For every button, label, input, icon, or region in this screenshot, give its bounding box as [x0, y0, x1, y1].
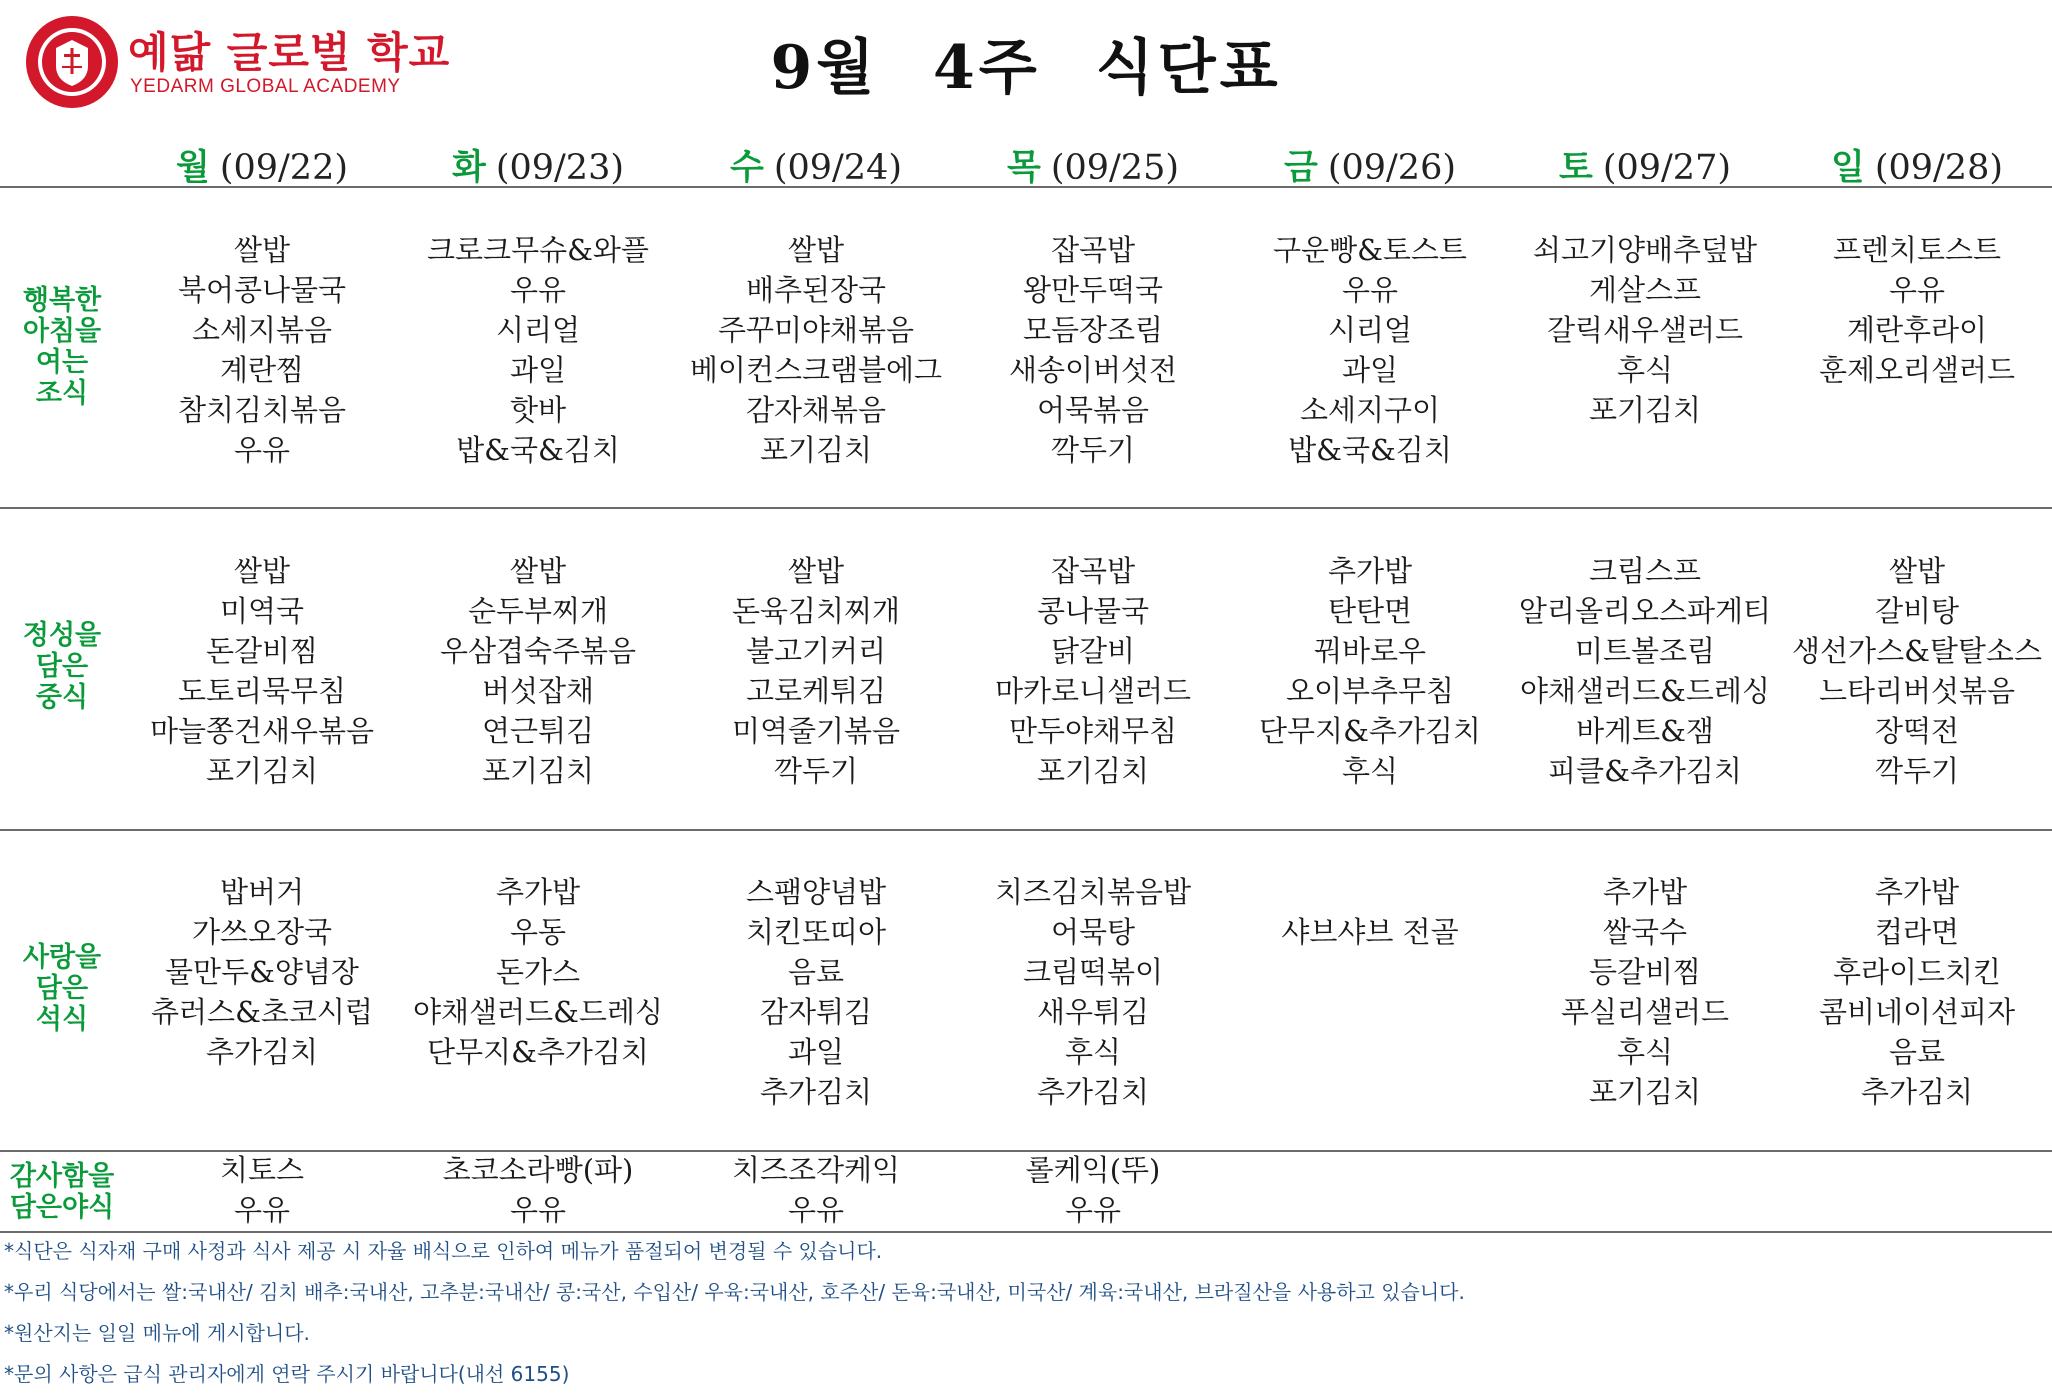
day-name: 일 — [1831, 148, 1865, 188]
menu-item: 돈육김치찌개 — [731, 594, 901, 628]
meal-label-line: 중식 — [35, 682, 89, 713]
menu-item: 가쓰오장국 — [191, 915, 333, 949]
meal-label — [6, 620, 118, 713]
meal-label — [6, 285, 118, 409]
menu-item: 컵라면 — [1874, 915, 1960, 949]
notes-section — [4, 1236, 1465, 1400]
menu-cell — [1506, 551, 1784, 791]
menu-item: 주꾸미야채볶음 — [717, 313, 915, 347]
menu-item: 추가김치 — [1860, 1075, 1974, 1109]
menu-item: 깍두기 — [1874, 754, 1960, 788]
menu-item: 소세지볶음 — [191, 313, 333, 347]
menu-item: 고로케튀김 — [745, 674, 887, 708]
menu-item: 갈릭새우샐러드 — [1546, 313, 1744, 347]
menu-item: 게살스프 — [1588, 273, 1702, 307]
meal-label-line: 담은 — [35, 973, 89, 1004]
menu-item: 어묵탕 — [1050, 915, 1136, 949]
menu-item: 우유 — [509, 1193, 567, 1227]
menu-item: 밥버거 — [219, 875, 305, 909]
menu-item: 우유 — [787, 1193, 845, 1227]
day-header — [123, 140, 401, 190]
menu-item: 음료 — [1888, 1035, 1946, 1069]
menu-item: 프렌치토스트 — [1832, 233, 2002, 267]
day-name: 화 — [452, 148, 486, 188]
menu-item: 추가밥 — [495, 875, 581, 909]
menu-item: 도토리묵무침 — [177, 674, 347, 708]
snack-divider — [0, 1231, 2052, 1233]
note-line: *우리 식당에서는 쌀:국내산/ 김치 배추:국내산, 고추분:국내산/ 콩:국산, 수입산/ 우육:국내산, 호주산/ 돈육:국내산, 미국산/ 계육:국내산, 브라질산을 사용하고 있습니다. — [4, 1280, 1465, 1304]
meal-label-line: 여는 — [35, 347, 89, 378]
menu-item: 후라이드치킨 — [1832, 955, 2002, 989]
menu-item: 추가밥 — [1874, 875, 1960, 909]
day-date: (09/22) — [219, 148, 348, 188]
menu-item: 치즈김치볶음밥 — [994, 875, 1192, 909]
menu-item: 우유 — [1341, 273, 1399, 307]
menu-item: 콩나물국 — [1036, 594, 1150, 628]
menu-item: 쌀밥 — [233, 554, 291, 588]
menu-item: 배추된장국 — [745, 273, 887, 307]
menu-item: 돈가스 — [495, 955, 581, 989]
menu-cell — [399, 230, 677, 470]
menu-item: 미트볼조림 — [1574, 634, 1716, 668]
day-header — [1506, 140, 1784, 190]
menu-item: 크림떡볶이 — [1022, 955, 1164, 989]
menu-item: 생선가스&탈탈소스 — [1792, 634, 2042, 668]
menu-cell — [399, 551, 677, 791]
menu-item: 후식 — [1616, 353, 1674, 387]
menu-item: 우유 — [233, 1193, 291, 1227]
menu-cell — [677, 230, 955, 470]
meal-label-line: 조식 — [35, 378, 89, 409]
menu-item — [1231, 872, 1509, 912]
menu-item: 깍두기 — [773, 754, 859, 788]
menu-item: 야채샐러드&드레싱 — [1520, 674, 1770, 708]
day-date: (09/24) — [773, 148, 902, 188]
menu-item: 우유 — [1888, 273, 1946, 307]
menu-item: 추가밥 — [1602, 875, 1688, 909]
menu-cell — [954, 872, 1232, 1112]
menu-item: 닭갈비 — [1050, 634, 1136, 668]
page-title: 9월 4주 식단표 — [770, 33, 1282, 103]
menu-item: 마늘쫑건새우볶음 — [149, 714, 375, 748]
note-line: *식단은 식자재 구매 사정과 식사 제공 시 자율 배식으로 인하여 메뉴가 품절되어 변경될 수 있습니다. — [4, 1239, 883, 1263]
menu-cell — [1778, 551, 2052, 791]
note-line: *문의 사항은 급식 관리자에게 연락 주시기 바랍니다(내선 6155) — [4, 1362, 570, 1386]
menu-item: 연근튀김 — [481, 714, 595, 748]
day-date: (09/25) — [1050, 148, 1179, 188]
menu-cell — [677, 1150, 955, 1230]
day-name: 수 — [730, 148, 764, 188]
menu-item: 후식 — [1341, 754, 1399, 788]
menu-item: 크로크무슈&와플 — [427, 233, 649, 267]
menu-item: 야채샐러드&드레싱 — [413, 995, 663, 1029]
menu-item: 추가김치 — [1036, 1075, 1150, 1109]
menu-item: 핫바 — [509, 393, 567, 427]
menu-cell — [1506, 230, 1784, 430]
breakfast-divider — [0, 507, 2052, 509]
day-date: (09/23) — [495, 148, 624, 188]
menu-cell — [1231, 872, 1509, 952]
menu-item: 롤케익(뚜) — [1025, 1153, 1161, 1187]
menu-item: 순두부찌개 — [467, 594, 609, 628]
menu-item: 크림스프 — [1588, 554, 1702, 588]
menu-cell — [954, 230, 1232, 470]
meal-label-line: 감사함을 — [9, 1161, 115, 1192]
menu-item: 추가김치 — [759, 1075, 873, 1109]
menu-item: 추가밥 — [1327, 554, 1413, 588]
menu-item: 어묵볶음 — [1036, 393, 1150, 427]
menu-cell — [677, 551, 955, 791]
menu-item: 탄탄면 — [1327, 594, 1413, 628]
menu-item: 음료 — [787, 955, 845, 989]
meal-label-line: 담은 — [35, 651, 89, 682]
menu-item: 오이부추무침 — [1285, 674, 1455, 708]
menu-item: 포기김치 — [1036, 754, 1150, 788]
menu-item: 알리올리오스파게티 — [1518, 594, 1772, 628]
meal-label-line: 사랑을 — [22, 942, 102, 973]
menu-item: 단무지&추가김치 — [1259, 714, 1481, 748]
menu-item: 포기김치 — [1588, 393, 1702, 427]
menu-item: 등갈비찜 — [1588, 955, 1702, 989]
day-date: (09/28) — [1874, 148, 2003, 188]
menu-item: 깍두기 — [1050, 433, 1136, 467]
menu-cell — [677, 872, 955, 1112]
menu-cell — [399, 1150, 677, 1230]
meal-label — [6, 942, 118, 1035]
day-header — [1778, 140, 2052, 190]
menu-item: 피클&추가김치 — [1548, 754, 1742, 788]
menu-item: 추가김치 — [205, 1035, 319, 1069]
menu-item: 새우튀김 — [1036, 995, 1150, 1029]
menu-item: 버섯잡채 — [481, 674, 595, 708]
menu-item: 밥&국&김치 — [456, 433, 620, 467]
menu-cell — [1231, 230, 1509, 470]
day-date: (09/27) — [1602, 148, 1731, 188]
menu-item: 우유 — [509, 273, 567, 307]
menu-item: 시리얼 — [1327, 313, 1413, 347]
day-header — [1231, 140, 1509, 190]
menu-item: 콤비네이션피자 — [1818, 995, 2016, 1029]
day-header — [399, 140, 677, 190]
school-name-english: YEDARM GLOBAL ACADEMY — [130, 76, 401, 97]
meal-label — [6, 1161, 118, 1223]
menu-cell — [954, 551, 1232, 791]
menu-item: 미역국 — [219, 594, 305, 628]
menu-cell — [1778, 230, 2052, 390]
menu-item: 후식 — [1616, 1035, 1674, 1069]
menu-item: 감자채볶음 — [745, 393, 887, 427]
day-name: 목 — [1007, 148, 1041, 188]
menu-item: 북어콩나물국 — [177, 273, 347, 307]
menu-item: 초코소라빵(파) — [442, 1153, 634, 1187]
menu-item: 시리얼 — [495, 313, 581, 347]
menu-item: 우삼겹숙주볶음 — [439, 634, 637, 668]
menu-item: 푸실리샐러드 — [1560, 995, 1730, 1029]
menu-cell — [1778, 872, 2052, 1112]
menu-item: 갈비탕 — [1874, 594, 1960, 628]
menu-item: 쌀국수 — [1602, 915, 1688, 949]
menu-item: 모듬장조림 — [1022, 313, 1164, 347]
menu-item: 단무지&추가김치 — [427, 1035, 649, 1069]
day-date: (09/26) — [1327, 148, 1456, 188]
menu-item: 참치김치볶음 — [177, 393, 347, 427]
day-header — [954, 140, 1232, 190]
menu-cell — [123, 1150, 401, 1230]
menu-item: 돈갈비찜 — [205, 634, 319, 668]
menu-item: 잡곡밥 — [1050, 554, 1136, 588]
menu-item: 느타리버섯볶음 — [1818, 674, 2016, 708]
menu-item: 바게트&잼 — [1576, 714, 1714, 748]
menu-item: 훈제오리샐러드 — [1818, 353, 2016, 387]
menu-item: 장떡전 — [1874, 714, 1960, 748]
meal-label-line: 행복한 — [22, 285, 102, 316]
menu-cell — [1506, 872, 1784, 1112]
menu-item: 쌀밥 — [787, 554, 845, 588]
day-name: 토 — [1559, 148, 1593, 188]
menu-item: 쌀밥 — [787, 233, 845, 267]
meal-label-line: 아침을 — [22, 316, 102, 347]
menu-item: 우동 — [509, 915, 567, 949]
menu-item: 우유 — [233, 433, 291, 467]
menu-item: 포기김치 — [481, 754, 595, 788]
menu-item: 쌀밥 — [1888, 554, 1946, 588]
day-name: 금 — [1284, 148, 1318, 188]
menu-item: 계란찜 — [219, 353, 305, 387]
day-header — [677, 140, 955, 190]
menu-cell — [954, 1150, 1232, 1230]
menu-cell — [123, 551, 401, 791]
day-name: 월 — [176, 148, 210, 188]
menu-item: 과일 — [509, 353, 567, 387]
menu-item: 잡곡밥 — [1050, 233, 1136, 267]
meal-label-line: 정성을 — [22, 620, 102, 651]
menu-item: 우유 — [1064, 1193, 1122, 1227]
menu-item: 불고기커리 — [745, 634, 887, 668]
menu-item: 마카로니샐러드 — [994, 674, 1192, 708]
menu-item: 구운빵&토스트 — [1273, 233, 1467, 267]
menu-item: 쇠고기양배추덮밥 — [1532, 233, 1758, 267]
school-name-korean: 예닮 글로벌 학교 — [128, 28, 451, 77]
menu-item: 포기김치 — [1588, 1075, 1702, 1109]
menu-item: 왕만두떡국 — [1022, 273, 1164, 307]
menu-item: 과일 — [1341, 353, 1399, 387]
menu-item: 꿔바로우 — [1313, 634, 1427, 668]
menu-item: 밥&국&김치 — [1288, 433, 1452, 467]
menu-item: 샤브샤브 전골 — [1281, 915, 1459, 949]
menu-item: 계란후라이 — [1846, 313, 1988, 347]
lunch-divider — [0, 829, 2052, 831]
menu-item: 포기김치 — [205, 754, 319, 788]
menu-item: 포기김치 — [759, 433, 873, 467]
menu-cell — [123, 872, 401, 1072]
menu-cell — [123, 230, 401, 470]
menu-item: 쌀밥 — [509, 554, 567, 588]
meal-label-line: 석식 — [35, 1004, 89, 1035]
menu-item: 감자튀김 — [759, 995, 873, 1029]
menu-cell — [399, 872, 677, 1072]
menu-item: 후식 — [1064, 1035, 1122, 1069]
menu-item: 과일 — [787, 1035, 845, 1069]
menu-item: 쌀밥 — [233, 233, 291, 267]
menu-item: 치즈조각케익 — [731, 1153, 901, 1187]
menu-cell — [1231, 551, 1509, 791]
menu-item: 만두야채무침 — [1008, 714, 1178, 748]
menu-item: 스팸양념밥 — [745, 875, 887, 909]
menu-item: 치킨또띠아 — [745, 915, 887, 949]
menu-item: 베이컨스크램블에그 — [689, 353, 943, 387]
menu-item: 새송이버섯전 — [1008, 353, 1178, 387]
menu-item: 치토스 — [219, 1153, 305, 1187]
meal-label-line: 담은야식 — [9, 1192, 115, 1223]
note-line: *원산지는 일일 메뉴에 게시합니다. — [4, 1321, 310, 1345]
menu-item: 물만두&양념장 — [165, 955, 359, 989]
menu-item: 츄러스&초코시럽 — [151, 995, 373, 1029]
menu-item: 미역줄기볶음 — [731, 714, 901, 748]
menu-item: 소세지구이 — [1299, 393, 1441, 427]
